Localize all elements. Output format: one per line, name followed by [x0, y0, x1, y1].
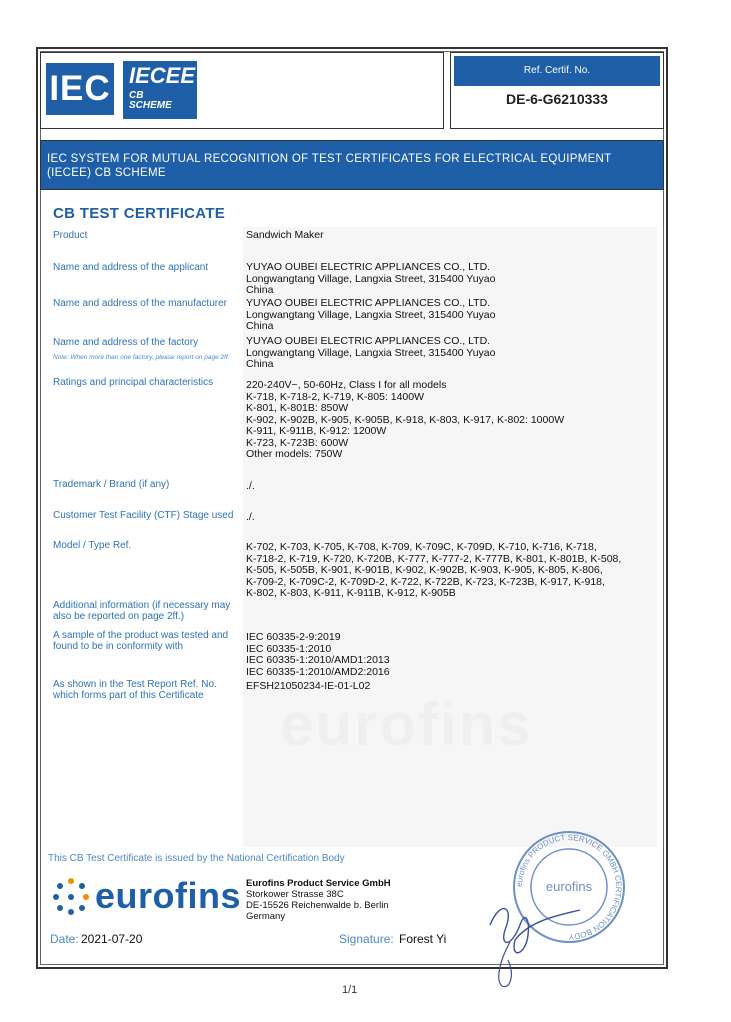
date-value: 2021-07-20 — [81, 932, 143, 946]
trademark-value: ./. — [246, 480, 255, 492]
report-value: EFSH21050234-IE-01-L02 — [246, 680, 371, 692]
iec-logo: IEC — [46, 63, 114, 115]
handwritten-signature — [470, 880, 600, 990]
ref-number: DE-6-G6210333 — [506, 91, 608, 107]
issued-by-text: This CB Test Certificate is issued by the National Certification Body — [48, 853, 345, 864]
ctf-label: Customer Test Facility (CTF) Stage used — [53, 510, 234, 521]
ratings-label: Ratings and principal characteristics — [53, 377, 214, 388]
stamp-ring-text: eurofins PRODUCT SERVICE GMBH CERTIFICATION BODY — [514, 832, 624, 942]
ctf-value: ./. — [246, 511, 255, 523]
trademark-label: Trademark / Brand (if any) — [53, 479, 170, 490]
date-label: Date: — [50, 932, 79, 946]
manufacturer-label: Name and address of the manufacturer — [53, 298, 227, 309]
signatory-name: Forest Yi — [399, 932, 447, 946]
ratings-value: 220-240V~, 50-60Hz, Class I for all models K-718, K-718-2, K-719, K-805: 1400W K-801, K-801B: 850W K-902, K-902B, K-905, K-905B, K-918, K-803, K-917, K-802: 1000W K-911, K-911B, K-912: 1200W K-723, K-723B: 600W Other models: 750W — [246, 379, 565, 460]
conformity-label: A sample of the product was tested and found to be in conformity with — [53, 630, 229, 652]
factory-label: Name and address of the factory — [53, 337, 199, 348]
manufacturer-value: YUYAO OUBEI ELECTRIC APPLIANCES CO., LTD. Longwangtang Village, Langxia Street, 315400 Yuyao China — [246, 297, 496, 332]
iecee-logo: IECEE CB SCHEME — [123, 61, 197, 119]
additional-info-label: Additional information (if necessary may also be reported on page 2ff.) — [53, 600, 231, 622]
report-label: As shown in the Test Report Ref. No. which forms part of this Certificate — [53, 679, 217, 701]
page-number: 1/1 — [342, 984, 358, 996]
reference-box — [450, 52, 664, 129]
applicant-label: Name and address of the applicant — [53, 262, 209, 273]
certificate-title: CB TEST CERTIFICATE — [53, 205, 226, 222]
stamp-brand: eurofins — [545, 879, 593, 894]
factory-note: Note: When more than one factory, please report on page 2ff — [53, 354, 228, 361]
model-label: Model / Type Ref. — [53, 540, 132, 551]
model-value: K-702, K-703, K-705, K-708, K-709, K-709C, K-709D, K-710, K-716, K-718, K-718-2, K-719, K-720, K-720B, K-777, K-777-2, K-777B, K-801, K-801B, K-508, K-505, K-505B, K-901, K-901B, K-902, K-902B, K-903, K-905, K-805, K-806, K-709-2, K-709C-2, K-709D-2, K-722, K-722B, K-723, K-723B, K-917, K-918, K-802, K-803, K-911, K-911B, K-912, K-905B — [246, 541, 622, 599]
product-value: Sandwich Maker — [246, 229, 324, 241]
signature-label: Signature: — [339, 932, 394, 946]
eurofins-logo-icon — [50, 875, 92, 917]
applicant-value: YUYAO OUBEI ELECTRIC APPLIANCES CO., LTD. Longwangtang Village, Langxia Street, 315400 Yuyao China — [246, 261, 496, 296]
scheme-banner: IEC SYSTEM FOR MUTUAL RECOGNITION OF TEST CERTIFICATES FOR ELECTRICAL EQUIPMENT (IECEE) CB SCHEME — [40, 140, 664, 190]
conformity-value: IEC 60335-2-9:2019 IEC 60335-1:2010 IEC 60335-1:2010/AMD1:2013 IEC 60335-1:2010/AMD2:2016 — [246, 631, 390, 678]
logo-header — [40, 52, 444, 129]
factory-value: YUYAO OUBEI ELECTRIC APPLIANCES CO., LTD. Longwangtang Village, Langxia Street, 315400 Yuyao China — [246, 335, 496, 370]
eurofins-watermark: eurofins — [280, 691, 533, 758]
ref-label: Ref. Certif. No. — [454, 56, 660, 86]
eurofins-logo-text: eurofins — [95, 875, 242, 916]
product-label: Product — [53, 230, 88, 241]
issuer-address: Eurofins Product Service GmbH Storkower Strasse 38C DE-15526 Reichenwalde b. Berlin Germany — [246, 878, 391, 922]
